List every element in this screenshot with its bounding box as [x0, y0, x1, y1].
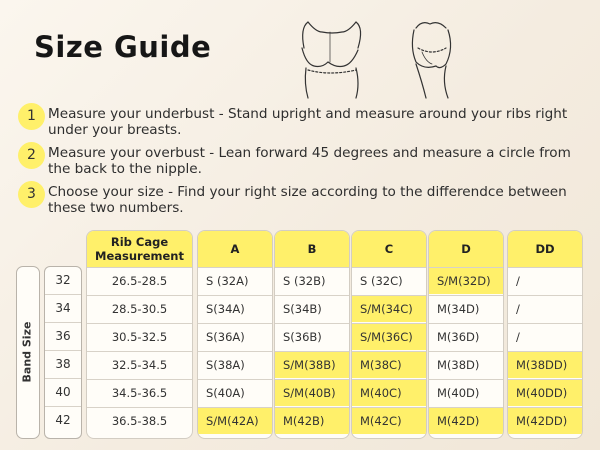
- rib-cage-cell: 36.5-38.5: [87, 407, 192, 434]
- cup-header: A: [198, 231, 272, 267]
- cup-column-dd: [507, 230, 583, 439]
- band-size-cell: 42: [55, 413, 71, 427]
- step-number-3: 3: [18, 181, 45, 208]
- rib-cage-cell: 28.5-30.5: [87, 295, 192, 322]
- size-cell: S/M(42A): [198, 407, 272, 434]
- cup-column-d: [428, 230, 504, 439]
- cup-column-a: [197, 230, 273, 439]
- size-cell: M(42B): [275, 407, 349, 434]
- page-title: Size Guide: [34, 30, 212, 64]
- size-cell: M(40DD): [508, 379, 582, 406]
- size-cell: /: [508, 295, 582, 322]
- band-size-cell: 40: [45, 379, 81, 407]
- size-cell: S(34A): [198, 295, 272, 322]
- cup-column-b: [274, 230, 350, 439]
- size-cell: /: [508, 267, 582, 294]
- size-cell: S/M(40B): [275, 379, 349, 406]
- size-cell: S(40A): [198, 379, 272, 406]
- rib-cage-cell: 30.5-32.5: [87, 323, 192, 350]
- band-size-cell: 36: [45, 323, 81, 351]
- size-cell: M(34D): [429, 295, 503, 322]
- size-cell: M(38C): [352, 351, 426, 378]
- size-cell: S/M(38B): [275, 351, 349, 378]
- step-text-1: Measure your underbust - Stand upright and measure around your ribs right under your breasts.: [48, 106, 568, 138]
- step-number-2: 2: [18, 142, 45, 169]
- band-size-cell: 34: [45, 295, 81, 323]
- size-cell: S/M(34C): [352, 295, 426, 322]
- cup-header: D: [429, 231, 503, 267]
- band-size-cell: 38: [45, 351, 81, 379]
- cup-header: B: [275, 231, 349, 267]
- size-cell: M(42DD): [508, 407, 582, 434]
- step-text-3: Choose your size - Find your right size according to the differendce between these two numbers.: [48, 184, 567, 216]
- size-cell: /: [508, 323, 582, 350]
- rib-cage-cell: 32.5-34.5: [87, 351, 192, 378]
- size-cell: M(38D): [429, 351, 503, 378]
- size-cell: S(36B): [275, 323, 349, 350]
- band-size-column: [44, 266, 82, 439]
- size-cell: S (32C): [352, 267, 426, 294]
- rib-cage-cell: 26.5-28.5: [87, 267, 192, 294]
- size-cell: S/M(36C): [352, 323, 426, 350]
- rib-cage-cell: 34.5-36.5: [87, 379, 192, 406]
- rib-cage-header: Rib Cage Measurement: [87, 231, 192, 267]
- size-cell: S(34B): [275, 295, 349, 322]
- size-cell: S(38A): [198, 351, 272, 378]
- size-cell: M(40D): [429, 379, 503, 406]
- band-size-cell: 32: [45, 267, 81, 295]
- size-cell: S/M(32D): [429, 267, 503, 294]
- cup-column-c: [351, 230, 427, 439]
- band-size-label: Band Size: [20, 321, 34, 383]
- cup-header: C: [352, 231, 426, 267]
- size-cell: S (32B): [275, 267, 349, 294]
- measuring-illustration: [286, 18, 476, 100]
- cup-header: DD: [508, 231, 582, 267]
- size-cell: S (32A): [198, 267, 272, 294]
- step-number-1: 1: [18, 103, 45, 130]
- size-cell: M(38DD): [508, 351, 582, 378]
- size-cell: S(36A): [198, 323, 272, 350]
- size-cell: M(42D): [429, 407, 503, 434]
- step-text-2: Measure your overbust - Lean forward 45 degrees and measure a circle from the back to the nipple.: [48, 145, 571, 177]
- rib-cage-column: [86, 230, 193, 439]
- size-cell: M(40C): [352, 379, 426, 406]
- size-cell: M(42C): [352, 407, 426, 434]
- size-cell: M(36D): [429, 323, 503, 350]
